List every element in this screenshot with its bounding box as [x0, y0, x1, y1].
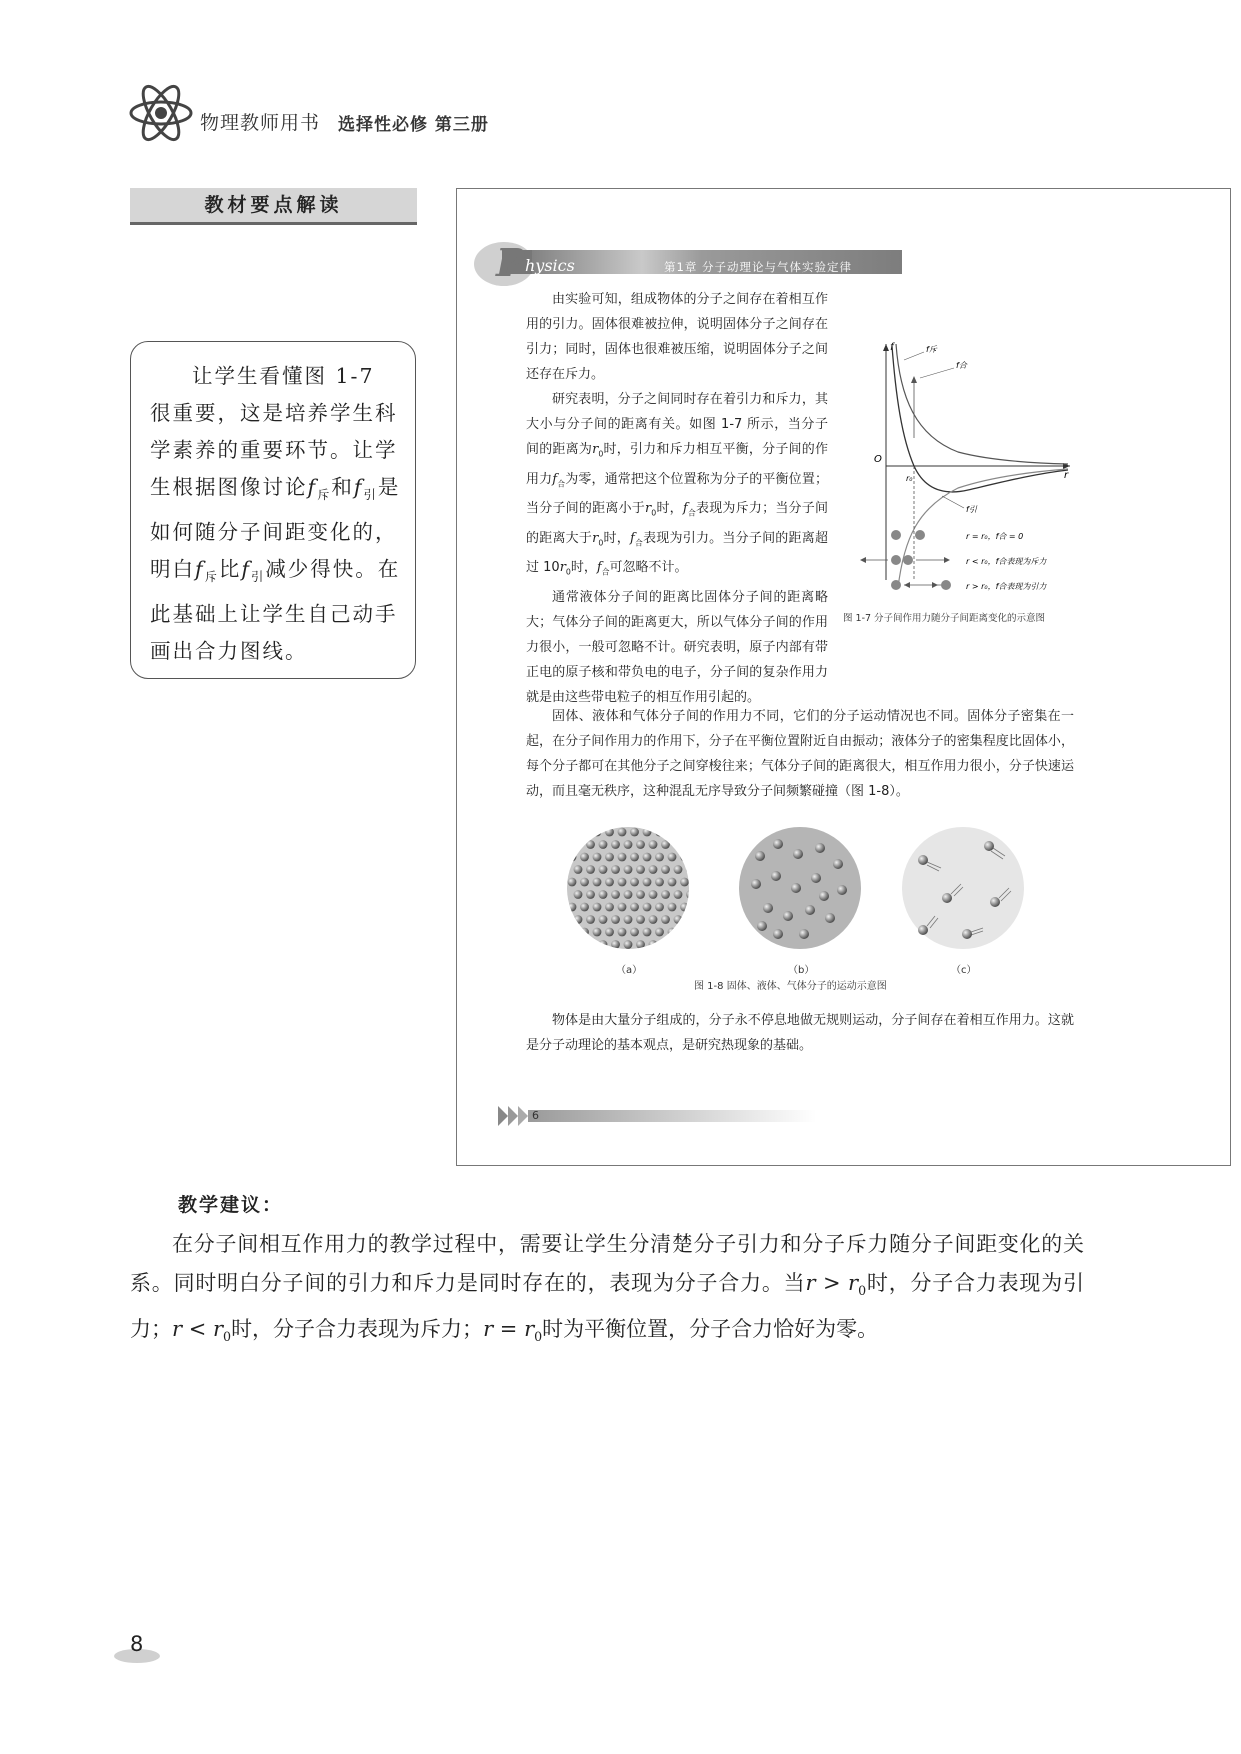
solid-molecule — [668, 878, 677, 887]
solid-molecule — [680, 878, 689, 887]
solid-molecule — [593, 878, 602, 887]
solid-molecule — [636, 915, 645, 924]
solid-molecule — [668, 903, 677, 912]
f-he-label: f合 — [956, 361, 967, 370]
solid-molecule — [680, 928, 689, 937]
solid-molecule — [680, 828, 689, 837]
solid-molecule — [586, 840, 595, 849]
textbook-page-number: 6 — [532, 1109, 539, 1122]
solid-molecule — [611, 890, 620, 899]
liquid-molecules-diagram — [738, 826, 862, 950]
origin-label: O — [874, 454, 882, 465]
legend-less: r < r₀，f合表现为斥力 — [966, 557, 1047, 566]
solid-molecule — [618, 828, 627, 837]
solid-molecule — [605, 903, 614, 912]
figure-1-8-caption: 图 1-8 固体、液体、气体分子的运动示意图 — [694, 981, 887, 992]
solid-molecule — [618, 928, 627, 937]
solid-molecule — [655, 878, 664, 887]
solid-molecule — [643, 903, 652, 912]
textbook-column-text: 由实验可知，组成物体的分子之间存在着相互作用的引力。固体很难被拉伸，说明固体分子之间存在引力；同时，固体也很难被压缩，说明固体分子之间还存在斥力。 研究表明，分子之间同时存在着引力和斥力，其大小与分子间的距离有关。如图 1-7 所示，当分子间的距离为$r_0$时，引力和斥力相互平衡，分子间的作用力$f_合$为零，通常把这个位置称为分子的平衡位置；当分子间的距离小于$r_0$时，$f_合$表现为斥力；当分子间的距离大于$r_0$时，$f_合$表现为引力。当分子间的距离超过 $10r_0$时，$f_合$可忽略不计。 通常液体分子间的距离比固体分子间的距离略大；气体分子间的距离更大，所以气体分子间的作用力很小，一般可忽略不计。研究表明，原子内部有带正电的原子核和带负电的电子，分子间的复杂作用力就是由这些带电粒子的相互作用引起的。 — [526, 292, 828, 705]
solid-molecule — [611, 915, 620, 924]
solid-molecule — [624, 890, 633, 899]
solid-molecule — [655, 903, 664, 912]
solid-molecule — [643, 828, 652, 837]
legend-equal: r = r₀，f合 = 0 — [966, 532, 1024, 541]
solid-molecule — [674, 915, 683, 924]
note-text: 让学生看懂图 1-7 很重要，这是培养学生科学素养的重要环节。让学生根据图像讨论$f_斥$和$f_引$是如何随分子间距变化的，明白$f_斥$比$f_引$减少得快。在此基础上让学生自己动手画出合力图线。 — [150, 364, 401, 664]
solid-molecule — [574, 890, 583, 899]
solid-molecule — [574, 840, 583, 849]
solid-molecule — [636, 840, 645, 849]
solid-molecule — [649, 890, 658, 899]
force-distance-diagram — [838, 338, 1078, 598]
solid-molecule — [599, 915, 608, 924]
solid-molecule — [611, 865, 620, 874]
solid-molecule — [599, 840, 608, 849]
solid-molecule — [624, 840, 633, 849]
solid-molecule — [580, 828, 589, 837]
solid-molecule — [574, 940, 583, 949]
solid-molecule — [568, 928, 577, 937]
solid-molecule — [568, 828, 577, 837]
book-title: 物理教师用书 — [200, 112, 321, 134]
textbook-footer-bar — [496, 1104, 816, 1128]
solid-molecule — [674, 865, 683, 874]
solid-molecule — [680, 853, 689, 862]
solid-molecule — [611, 940, 620, 949]
solid-molecule — [674, 840, 683, 849]
solid-molecule — [605, 878, 614, 887]
solid-molecule — [655, 928, 664, 937]
solid-molecule — [580, 903, 589, 912]
solid-molecule — [686, 840, 690, 849]
solid-molecule — [605, 853, 614, 862]
solid-molecule — [661, 865, 670, 874]
solid-molecule — [649, 840, 658, 849]
book-subtitle: 选择性必修 第三册 — [338, 115, 489, 135]
f-yin-label: f引 — [966, 505, 977, 514]
solid-molecule — [586, 890, 595, 899]
solid-molecule — [668, 928, 677, 937]
solid-molecule — [599, 890, 608, 899]
solid-molecule — [630, 903, 639, 912]
solid-molecules-diagram — [566, 826, 690, 950]
solid-molecule — [661, 890, 670, 899]
solid-molecule — [624, 940, 633, 949]
solid-molecule — [661, 840, 670, 849]
solid-molecule — [668, 853, 677, 862]
solid-molecule — [624, 865, 633, 874]
solid-molecule — [593, 828, 602, 837]
solid-molecule — [649, 940, 658, 949]
page-number: 8 — [130, 1632, 144, 1656]
solid-molecule — [661, 940, 670, 949]
solid-molecule — [599, 940, 608, 949]
solid-molecule — [636, 940, 645, 949]
x-axis-label: r — [1064, 470, 1069, 481]
solid-molecule — [649, 915, 658, 924]
solid-molecule — [568, 853, 577, 862]
solid-molecule — [636, 865, 645, 874]
solid-molecule — [668, 828, 677, 837]
figure-1-8a-label: （a） — [616, 965, 643, 976]
solid-molecule — [618, 903, 627, 912]
solid-molecule — [586, 940, 595, 949]
solid-molecule — [574, 915, 583, 924]
figure-1-8c-label: （c） — [951, 965, 977, 976]
solid-molecule — [630, 853, 639, 862]
solid-molecule — [630, 828, 639, 837]
physics-initial: P — [496, 240, 525, 285]
solid-molecule — [580, 878, 589, 887]
solid-molecule — [586, 915, 595, 924]
solid-molecule — [580, 928, 589, 937]
solid-molecule — [593, 928, 602, 937]
solid-molecule — [674, 940, 683, 949]
textbook-wide-text: 固体、液体和气体分子间的作用力不同，它们的分子运动情况也不同。固体分子密集在一起，在分子间作用力的作用下，分子在平衡位置附近自由振动；液体分子的密集程度比固体小，每个分子都可在其他分子之间穿梭往来；气体分子间的距离很大，相互作用力很小，分子快速运动，而且毫无秩序，这种混乱无序导致分子间频繁碰撞（图 1-8）。 — [526, 709, 1074, 799]
section-title: 教材要点解读 — [130, 188, 417, 225]
chapter-label: 第1章 分子动理论与气体实验定律 — [664, 260, 852, 274]
solid-molecule — [643, 853, 652, 862]
y-axis-label: f — [890, 342, 894, 353]
solid-molecule — [674, 890, 683, 899]
solid-molecule — [605, 828, 614, 837]
figure-1-7-caption: 图 1-7 分子间作用力随分子间距离变化的示意图 — [843, 613, 1046, 624]
gas-molecules-diagram — [901, 826, 1025, 950]
solid-molecule — [686, 940, 690, 949]
solid-molecule — [655, 828, 664, 837]
solid-molecule — [568, 903, 577, 912]
solid-molecule — [643, 928, 652, 937]
solid-molecule — [686, 915, 690, 924]
atom-icon — [128, 80, 194, 146]
solid-molecule — [568, 878, 577, 887]
solid-molecule — [618, 853, 627, 862]
f-chi-label: f斥 — [926, 345, 937, 354]
textbook-summary-text: 物体是由大量分子组成的，分子永不停息地做无规则运动，分子间存在着相互作用力。这就是分子动理论的基本观点，是研究热现象的基础。 — [526, 1013, 1074, 1053]
solid-molecule — [630, 928, 639, 937]
solid-molecule — [624, 915, 633, 924]
solid-molecule — [630, 878, 639, 887]
solid-molecule — [649, 865, 658, 874]
solid-molecule — [680, 903, 689, 912]
solid-molecule — [593, 903, 602, 912]
figure-1-8b-label: （b） — [788, 965, 815, 976]
solid-molecule — [643, 878, 652, 887]
solid-molecule — [586, 865, 595, 874]
suggestion-heading: 教学建议： — [178, 1194, 284, 1216]
solid-molecule — [618, 878, 627, 887]
solid-molecule — [611, 840, 620, 849]
solid-molecule — [605, 928, 614, 937]
legend-greater: r > r₀，f合表现为引力 — [966, 582, 1047, 591]
solid-molecule — [636, 890, 645, 899]
physics-label: hysics — [525, 256, 575, 275]
solid-molecule — [661, 915, 670, 924]
solid-molecule — [599, 865, 608, 874]
suggestion-body: 在分子间相互作用力的教学过程中，需要让学生分清楚分子引力和分子斥力随分子间距变化的关系。同时明白分子间的引力和斥力是同时存在的，表现为分子合力。当$r > r_0$时，分子合力表现为引力；$r < r_0$时，分子合力表现为斥力；$r = r_0$时为平衡位置，分子合力恰好为零。 — [130, 1232, 1085, 1345]
solid-molecule — [655, 853, 664, 862]
solid-molecule — [580, 853, 589, 862]
solid-molecule — [574, 865, 583, 874]
solid-molecule — [593, 853, 602, 862]
r0-label: r₀ — [906, 474, 913, 483]
